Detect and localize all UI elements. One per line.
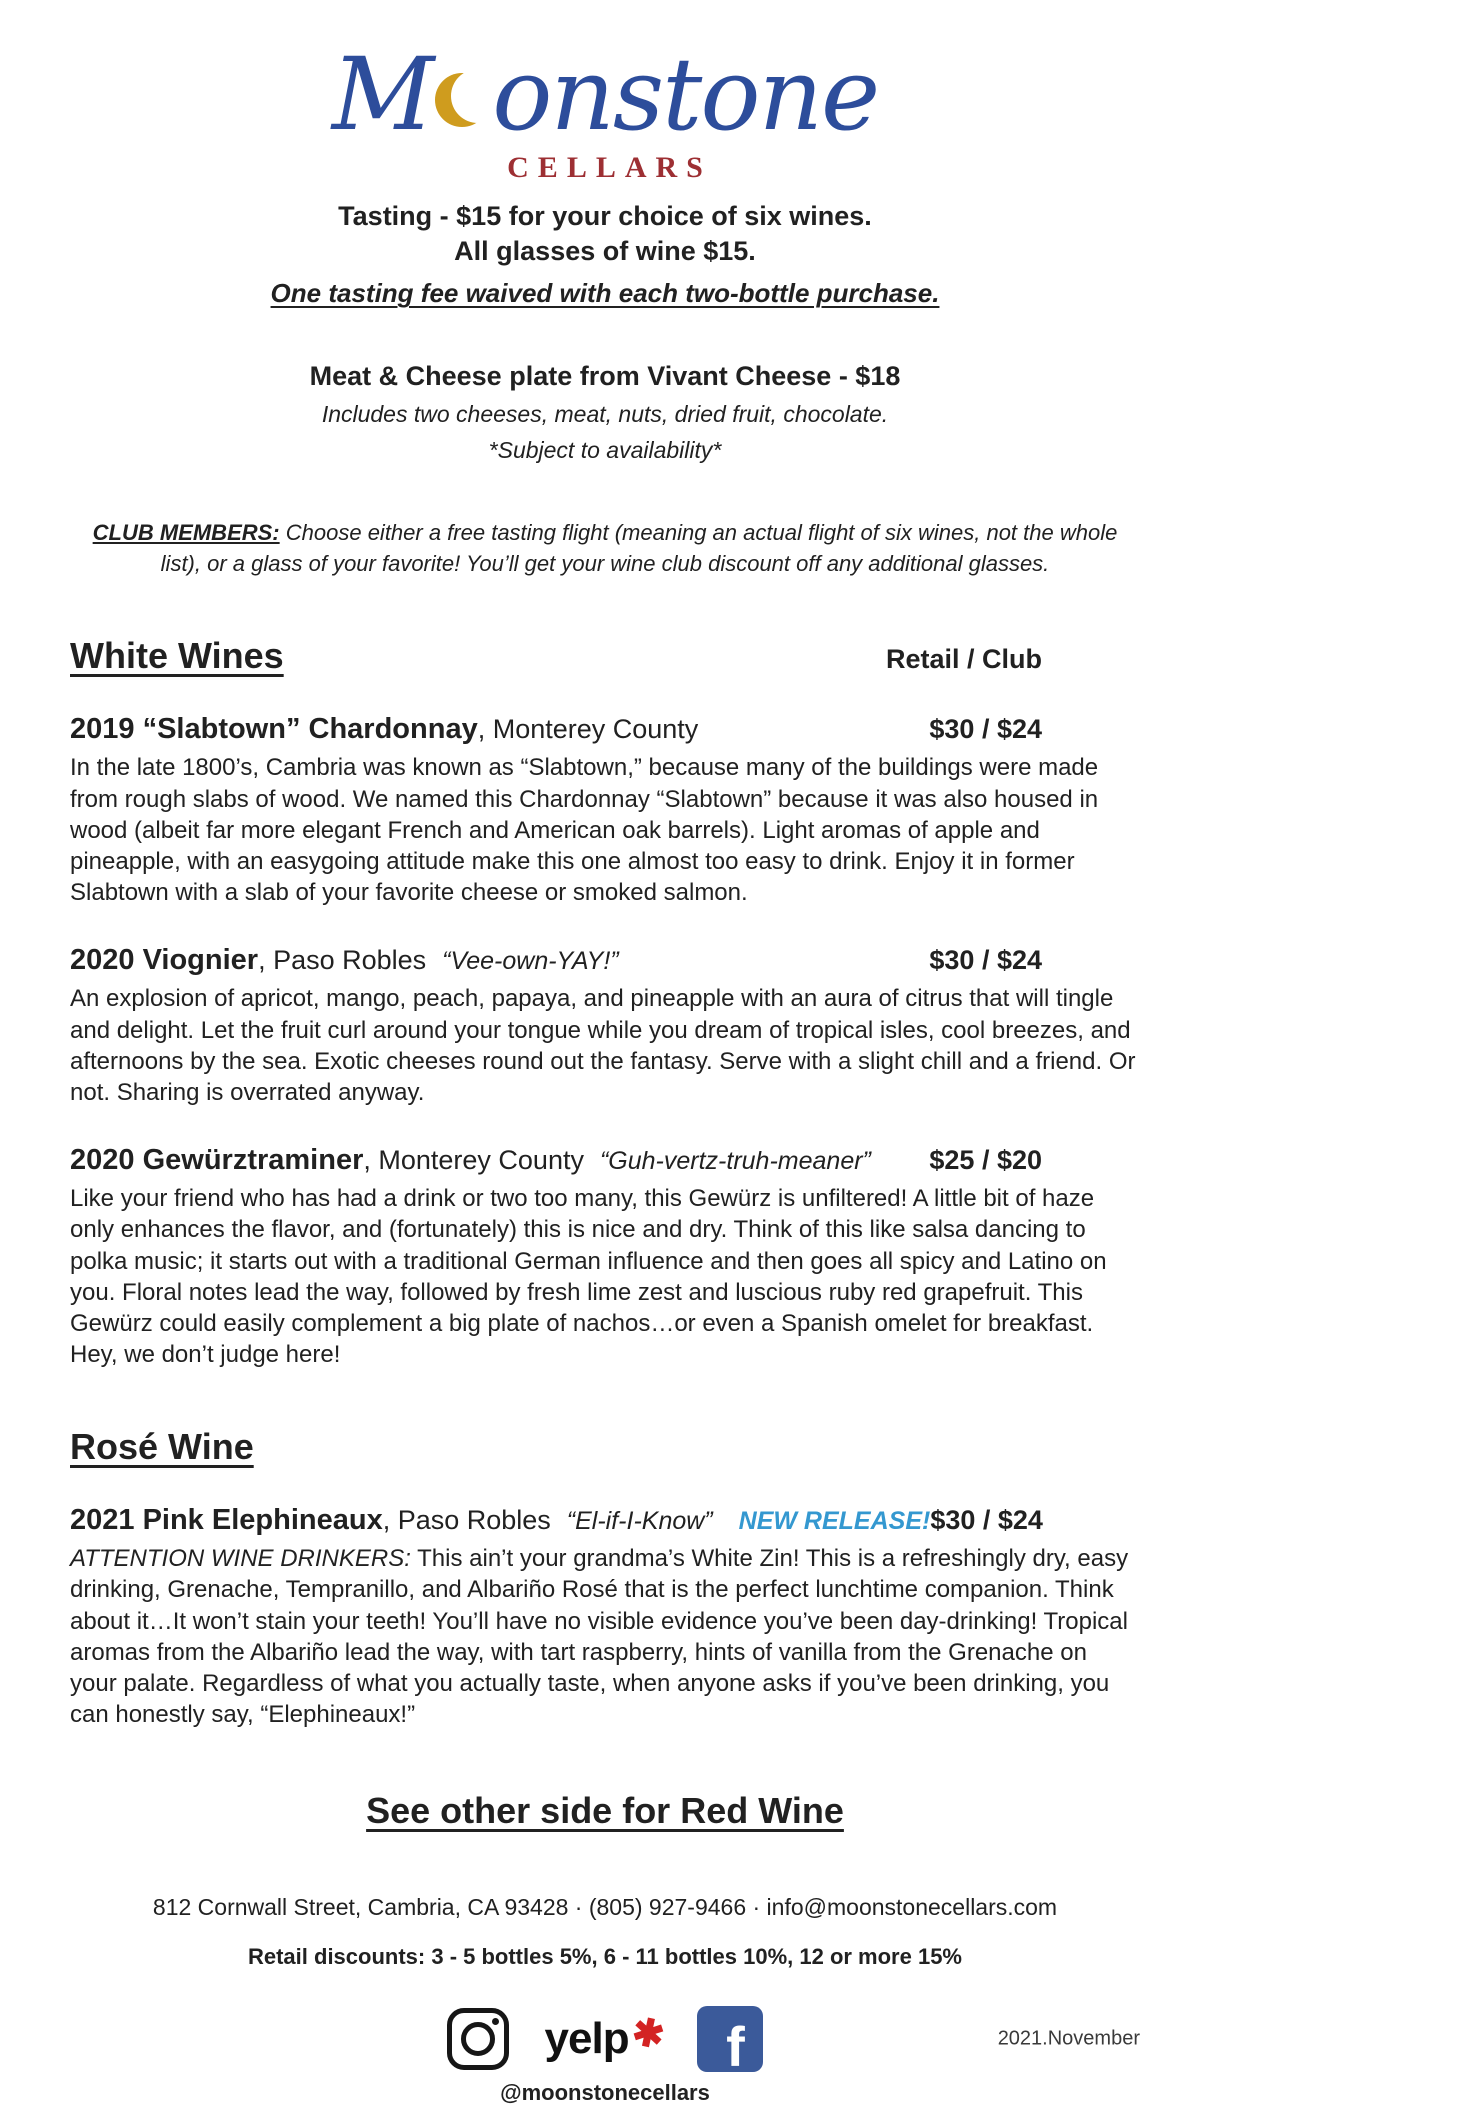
wine-entry-pink-elephineaux bbox=[70, 1504, 1140, 1730]
wine-title bbox=[70, 1504, 930, 1537]
logo-text-pre: M bbox=[331, 36, 433, 153]
club-members-text: Choose either a free tasting flight (meaning an actual flight of six wines, not the whole list), or a glass of your favorite! You’ll get your wine club discount off any additional glasses. bbox=[160, 519, 1118, 576]
wine-title bbox=[70, 713, 698, 746]
crescent-moon-icon bbox=[435, 73, 489, 127]
social-icons-row bbox=[70, 2000, 1140, 2078]
logo bbox=[70, 36, 1140, 185]
facebook-letter: f bbox=[726, 2015, 745, 2073]
logo-cellars-text: CELLARS bbox=[507, 151, 712, 184]
wine-title-row bbox=[70, 1504, 1140, 1537]
yelp-wordmark: yelp bbox=[544, 2014, 629, 2064]
intro-section bbox=[70, 199, 1140, 579]
wine-description: In the late 1800’s, Cambria was known as “Slabtown,” because many of the buildings were made from rough slabs of wood. We named this Chardonnay “Slabtown” because it was also housed in wood (albeit far more elegant French and American oak barrels). Light aromas of apple and pineapple, with an easygoing attitude make this one almost too easy to drink. Enjoy it in former Slabtown with a slab of your favorite cheese or smoked salmon. bbox=[70, 754, 1099, 907]
rose-wine-header-row bbox=[70, 1426, 1140, 1468]
wine-entry-viognier bbox=[70, 944, 1140, 1108]
see-other-side-note: See other side for Red Wine bbox=[366, 1790, 844, 1832]
wine-description: Like your friend who has had a drink or two too many, this Gewürz is unfiltered! A little bit of haze only enhances the flavor, and (fortunately) this is nice and dry. Think of this like salsa dancing to polka music; it starts out with a traditional German influence and then goes all spicy and Latino on you. Floral notes lead the way, followed by fresh lime zest and luscious ruby red grapefruit. This Gewürz could easily complement a big plate of nachos…or even a Spanish omelet for breakfast. Hey, we don’t judge here! bbox=[70, 1185, 1107, 1369]
white-wines-header-row bbox=[70, 635, 1140, 677]
fee-waiver-line: One tasting fee waived with each two-bottle purchase. bbox=[270, 278, 940, 309]
wine-pronunciation: “Guh-vertz-truh-meaner” bbox=[599, 1147, 871, 1176]
address-line: 812 Cornwall Street, Cambria, CA 93428 · (805) 927-9466 · info@moonstonecellars.com bbox=[152, 1894, 1058, 1921]
yelp-icon bbox=[545, 2014, 662, 2064]
rose-wine-section bbox=[70, 1426, 1140, 1730]
white-wines-section bbox=[70, 635, 1140, 1370]
club-members-note bbox=[70, 518, 1140, 580]
wine-title bbox=[70, 1144, 871, 1177]
wine-region: , Paso Robles bbox=[258, 945, 427, 976]
wine-region: , Paso Robles bbox=[382, 1505, 551, 1536]
wine-region: , Monterey County bbox=[363, 1145, 584, 1176]
meat-cheese-title: Meat & Cheese plate from Vivant Cheese - $18 bbox=[309, 360, 901, 391]
tasting-price-line: Tasting - $15 for your choice of six wines. bbox=[338, 201, 872, 231]
wine-description-lead: ATTENTION WINE DRINKERS: bbox=[70, 1545, 411, 1573]
wine-region: , Monterey County bbox=[477, 714, 699, 745]
menu-date-code: 2021.November bbox=[997, 2027, 1140, 2050]
wine-description bbox=[70, 1543, 1140, 1730]
wine-name: 2019 “Slabtown” Chardonnay bbox=[70, 713, 478, 746]
wine-entry-gewurztraminer bbox=[70, 1144, 1140, 1370]
meat-cheese-includes: Includes two cheeses, meat, nuts, dried fruit, chocolate. bbox=[321, 401, 889, 428]
retail-club-header: Retail / Club bbox=[885, 644, 1042, 675]
wine-name: 2020 Viognier bbox=[70, 944, 259, 977]
new-release-badge: NEW RELEASE! bbox=[738, 1507, 931, 1536]
wine-title bbox=[70, 944, 619, 977]
wine-name: 2020 Gewürztraminer bbox=[70, 1144, 364, 1177]
wine-title-row bbox=[70, 1144, 1140, 1177]
wine-title-row bbox=[70, 713, 1140, 746]
wine-entry-chardonnay bbox=[70, 713, 1140, 908]
white-wines-heading: White Wines bbox=[70, 635, 284, 677]
rose-wine-heading: Rosé Wine bbox=[70, 1426, 254, 1468]
club-members-label: CLUB MEMBERS: bbox=[92, 519, 280, 545]
social-handle: @moonstonecellars bbox=[500, 2080, 710, 2106]
wine-description-rest: This ain’t your grandma’s White Zin! This is a refreshingly dry, easy drinking, Grenache, Tempranillo, and Albariño Rosé that is the perfect lunchtime companion. Think about it…It won’t stain your teeth! You’ll have no visible evidence you’ve been day-drinking! Tropical aromas from the Albariño lead the way, with tart raspberry, hints of vanilla from the Grenache on your palate. Regardless of what you actually taste, when anyone asks if you’ve been drinking, you can honestly say, “Elephineaux!” bbox=[70, 1545, 1129, 1729]
wine-price: $30 / $24 bbox=[929, 945, 1042, 976]
footer bbox=[70, 1790, 1140, 2106]
wine-price: $25 / $20 bbox=[929, 1145, 1042, 1176]
glasses-price-line: All glasses of wine $15. bbox=[454, 236, 756, 267]
wine-pronunciation: “El-if-I-Know” bbox=[566, 1507, 713, 1536]
retail-discounts-line: Retail discounts: 3 - 5 bottles 5%, 6 - 11 bottles 10%, 12 or more 15% bbox=[247, 1944, 962, 1970]
wine-pronunciation: “Vee-own-YAY!” bbox=[442, 947, 619, 976]
wine-description: An explosion of apricot, mango, peach, papaya, and pineapple with an aura of citrus that will tingle and delight. Let the fruit curl around your tongue while you dream of tropical isles, cool breezes, and afternoons by the sea. Exotic cheeses round out the fantasy. Serve with a slight chill and a friend. Or not. Sharing is overrated anyway. bbox=[70, 985, 1136, 1106]
wine-title-row bbox=[70, 944, 1140, 977]
yelp-burst-icon bbox=[628, 2008, 668, 2058]
facebook-icon bbox=[697, 2006, 763, 2072]
instagram-icon bbox=[447, 2008, 509, 2070]
availability-note: *Subject to availability* bbox=[488, 436, 722, 463]
wine-price: $30 / $24 bbox=[930, 1505, 1043, 1536]
logo-text-post: onstone bbox=[492, 36, 879, 153]
logo-wordmark bbox=[70, 36, 1140, 153]
wine-price: $30 / $24 bbox=[929, 714, 1042, 745]
menu-content bbox=[70, 36, 1140, 2106]
wine-name: 2021 Pink Elephineaux bbox=[70, 1504, 383, 1537]
